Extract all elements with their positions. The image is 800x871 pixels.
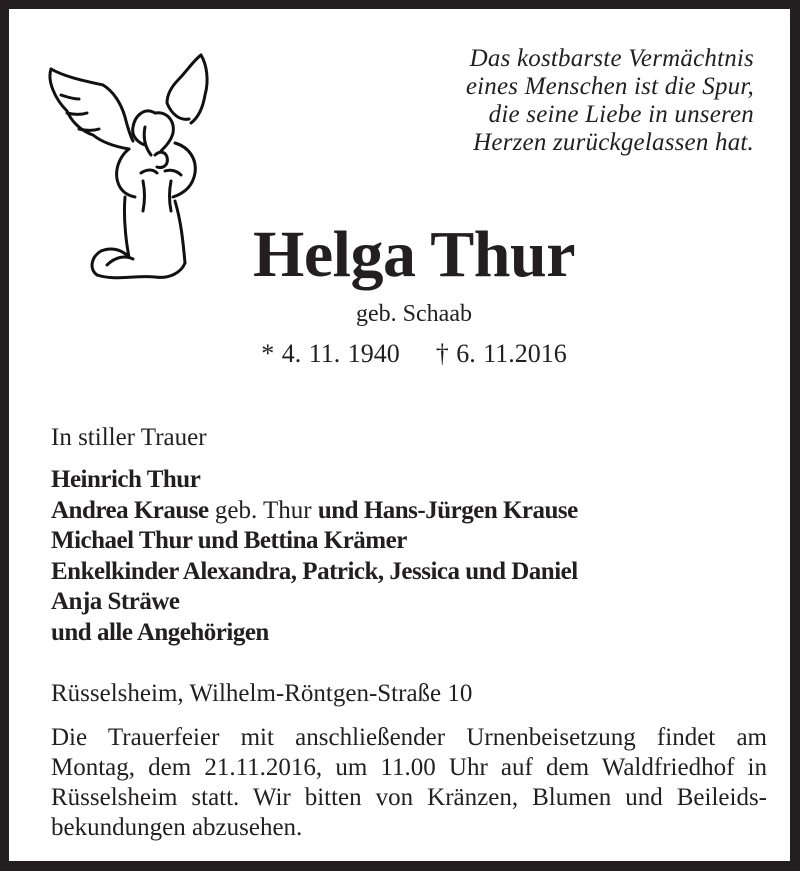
- mourner-row: [51, 526, 578, 557]
- mourner-name: Heinrich Thur: [51, 466, 201, 493]
- service-line: bekundungen abzusehen.: [51, 814, 303, 841]
- quote-line: Herzen zurückgelassen hat.: [473, 129, 754, 156]
- memorial-quote: [466, 45, 754, 157]
- birth-symbol: *: [261, 339, 275, 368]
- mourner-name: Enkelkinder Alexandra, Patrick, Jessica und Daniel: [51, 557, 578, 585]
- death-date: 6. 11.2016: [456, 339, 567, 368]
- quote-line: die seine Liebe in unseren: [488, 101, 754, 128]
- funeral-service-info: [51, 723, 767, 843]
- life-dates: [231, 339, 597, 369]
- mourner-row: [51, 557, 578, 588]
- quote-line: Das kostbarste Vermächtnis: [469, 45, 754, 72]
- birth-date: 4. 11. 1940: [281, 339, 400, 368]
- mourning-intro: In stiller Trauer: [51, 424, 207, 451]
- mourner-maiden-note: geb. Thur: [208, 496, 318, 524]
- angel-icon: [45, 51, 215, 281]
- mourners-list: [51, 465, 578, 648]
- mourner-name: Anja Sträwe: [51, 588, 180, 615]
- service-line: Rüsselsheim statt. Wir bitten von Kränzen, Blumen und Beileids-: [51, 784, 767, 811]
- mourner-name: Michael Thur und Bettina Krämer: [51, 527, 407, 554]
- mourner-row: [51, 496, 578, 527]
- service-line: Montag, dem 21.11.2016, um 11.00 Uhr auf dem Waldfriedhof in: [51, 754, 767, 781]
- mourner-name: und Hans-Jürgen Krause: [317, 496, 578, 524]
- mourner-row: [51, 465, 578, 496]
- quote-line: eines Menschen ist die Spur,: [465, 73, 754, 100]
- mourner-name: und alle Angehörigen: [51, 618, 269, 646]
- mourner-row: [51, 618, 578, 649]
- family-address: Rüsselsheim, Wilhelm-Röntgen-Straße 10: [51, 680, 473, 707]
- mourner-name: Andrea Krause: [51, 496, 209, 524]
- service-line: Die Trauerfeier mit anschließender Urnenbeisetzung findet am: [51, 724, 767, 751]
- mourner-row: [51, 587, 578, 618]
- deceased-name: Helga Thur: [252, 218, 575, 291]
- maiden-name: geb. Schaab: [356, 301, 472, 327]
- death-symbol: †: [435, 339, 449, 368]
